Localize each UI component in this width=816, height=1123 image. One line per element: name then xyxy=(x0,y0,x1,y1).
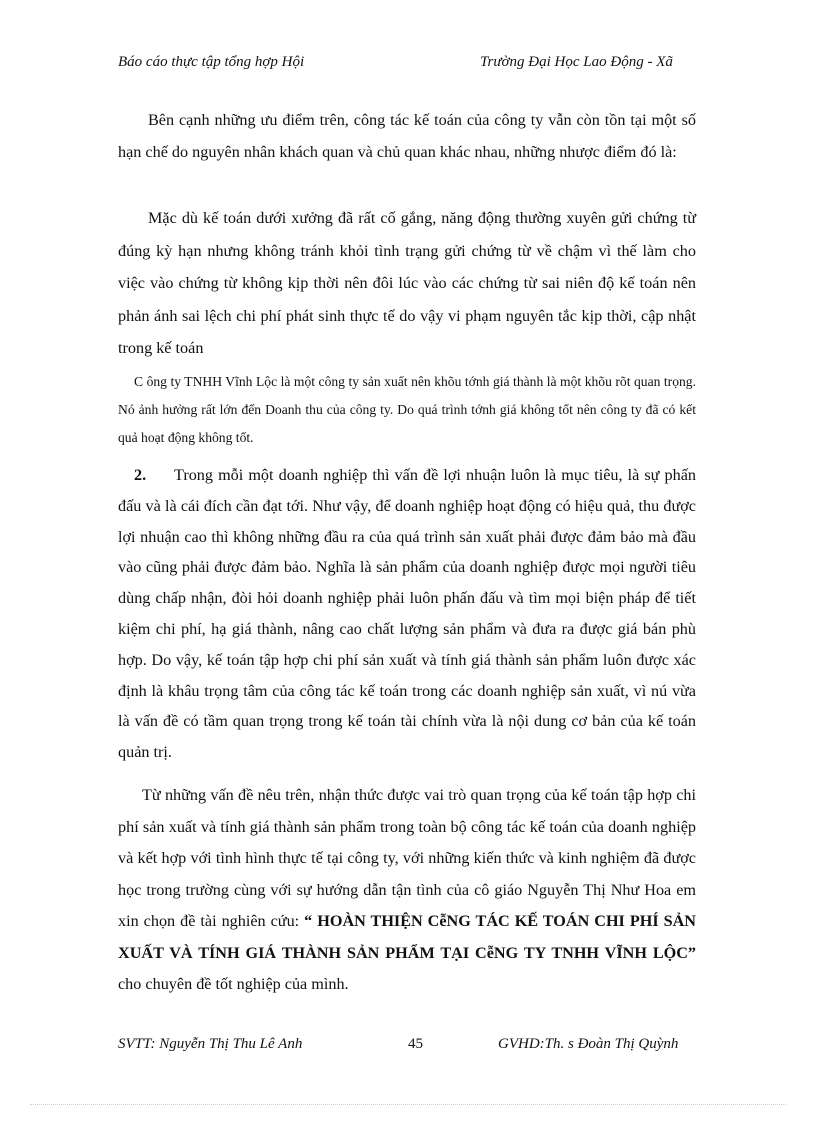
section-number: 2. xyxy=(134,466,147,484)
footer-student: SVTT: Nguyễn Thị Thu Lê Anh xyxy=(118,1036,303,1052)
paragraph-topic-selection xyxy=(118,780,696,1001)
topic-title: “ HOÀN THIỆN CễNG TÁC KẾ TOÁN CHI PHÍ SẢN XUẤT VÀ TÍNH GIÁ THÀNH SẢN PHẨM TẠI CễNG TY TNHH VĨNH LỘC” xyxy=(118,912,696,962)
paragraph-limitations-intro: Bên cạnh những ưu điểm trên, công tác kế toán của công ty vẫn còn tồn tại một số hạn chế do nguyên nhân khách quan và chủ quan khác nhau, những nhược điểm đó là: xyxy=(118,111,696,161)
section-2-text: Trong mỗi một doanh nghiệp thì vấn đề lợi nhuận luôn là mục tiêu, là sự phấn đấu và là cái đích cần đạt tới. Như vậy, để doanh nghiệp hoạt động có hiệu quả, thu được lợi nhuận cao thì không những đầu ra của quá trình sản xuất phải được đảm bảo mà đầu vào cũng phải được đảm bảo. Nghĩa là sản phẩm của doanh nghiệp được mọi người tiêu dùng chấp nhận, đòi hỏi doanh nghiệp phải luôn phấn đấu và tìm mọi biện pháp để tiết kiệm chi phí, hạ giá thành, nâng cao chất lượng sản phẩm và đưa ra được giá bán phù hợp. Do vậy, kế toán tập hợp chi phí sản xuất và tính giá thành sản phẩm luôn được xác định là khâu trọng tâm của công tác kế toán trong các doanh nghiệp sản xuất, vì nú vừa là vấn đề có tầm quan trọng trong kế toán tài chính vừa là nội dung cơ bản của kế toán quản trị. xyxy=(118,466,696,762)
header-report-title: Báo cáo thực tập tổng hợp Hội xyxy=(118,54,305,70)
page-number: 45 xyxy=(408,1036,423,1052)
footer-supervisor: GVHD:Th. s Đoàn Thị Quỳnh xyxy=(498,1036,679,1052)
paragraph-pricing-issue: C ông ty TNHH Vĩnh Lộc là một công ty sản xuất nên khõu tớnh giá thành là một khõu rõt quan trọng. Nó ảnh hưởng rất lớn đến Doanh thu của công ty. Do quá trình tớnh giá không tốt nên công ty đã có kết quả hoạt động không tốt. xyxy=(118,374,696,445)
paragraph-section-2 xyxy=(118,460,696,768)
page-bottom-divider xyxy=(30,1104,786,1105)
topic-intro-text: Từ những vấn đề nêu trên, nhận thức được vai trò quan trọng của kế toán tập hợp chi phí sản xuất và tính giá thành sản phẩm trong toàn bộ công tác kế toán của doanh nghiệp và kết hợp với tình hình thực tế tại công ty, với những kiến thức và kinh nghiệm đã được học trong trường cùng với sự hướng dẫn tận tình của cô giáo Nguyễn Thị Như Hoa em xin chọn đề tài nghiên cứu: xyxy=(118,786,696,930)
paragraph-voucher-delay: Mặc dù kế toán dưới xưởng đã rất cố gắng, năng động thường xuyên gửi chứng từ đúng kỳ hạn nhưng không tránh khỏi tình trạng gửi chứng từ về chậm vì thế làm cho việc vào chứng từ không kịp thời nên đôi lúc vào các chứng từ sai niên độ kế toán nên phản ánh sai lệch chi phí phát sinh thực tế do vậy vi phạm nguyên tắc kịp thời, cập nhật trong kế toán xyxy=(118,209,696,357)
topic-end-text: cho chuyên đề tốt nghiệp của mình. xyxy=(118,975,349,993)
header-university: Trường Đại Học Lao Động - Xã xyxy=(480,54,673,70)
